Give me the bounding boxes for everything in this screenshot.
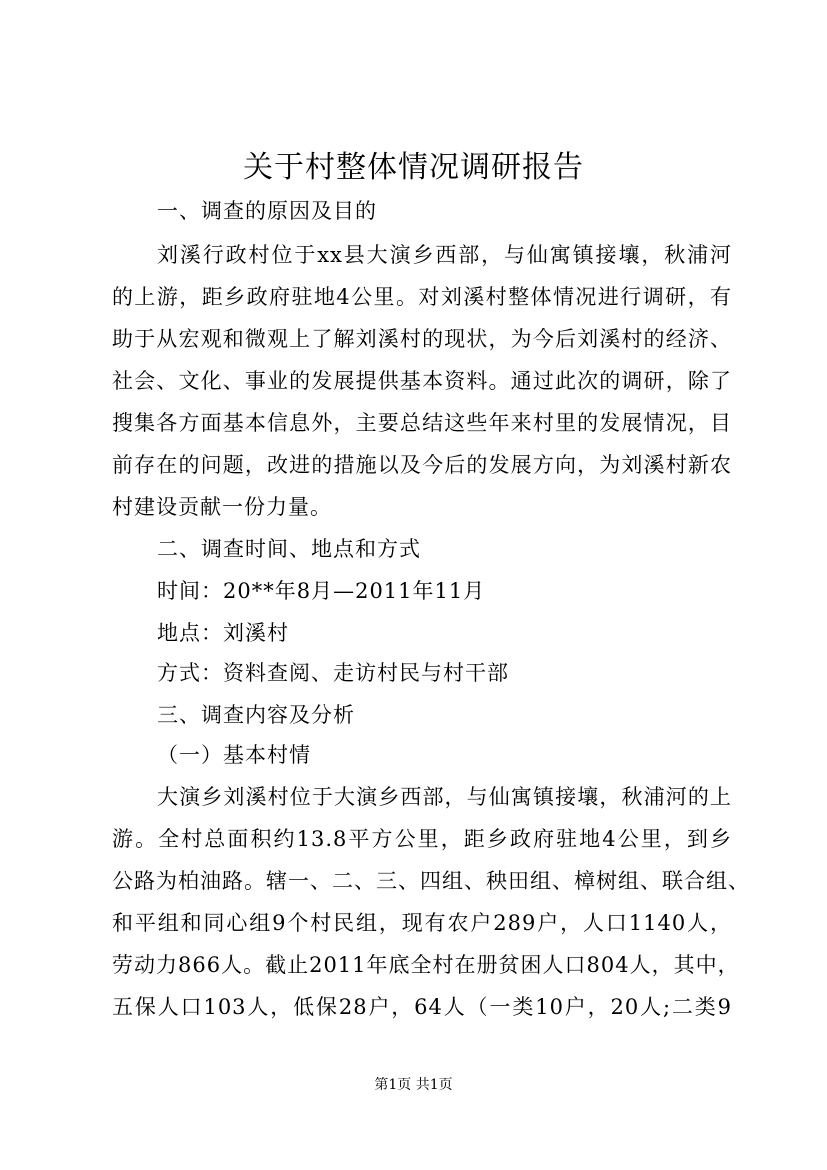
paragraph-line: 和平组和同心组9个村民组，现有农户289户，人口1140人，: [112, 911, 732, 935]
paragraph-line: 村建设贡献一份力量。: [112, 495, 332, 519]
paragraph-line: 助于从宏观和微观上了解刘溪村的现状，为今后刘溪村的经济、: [112, 327, 732, 351]
paragraph-line: 五保人口103人，低保28户，64人（一类10户，20人;二类9: [112, 995, 732, 1019]
paragraph-line: 的上游，距乡政府驻地4公里。对刘溪村整体情况进行调研，有: [112, 285, 732, 309]
subsection-heading: （一）基本村情: [157, 743, 311, 767]
survey-time: 时间：20**年8月—2011年11月: [157, 579, 486, 603]
paragraph-line: 大演乡刘溪村位于大演乡西部，与仙寓镇接壤，秋浦河的上: [157, 785, 732, 809]
page-number-footer: 第1页 共1页: [374, 1077, 453, 1093]
paragraph-line: 刘溪行政村位于xx县大演乡西部，与仙寓镇接壤，秋浦河: [157, 243, 732, 267]
survey-method: 方式：资料查阅、走访村民与村干部: [157, 661, 509, 685]
paragraph-line: 前存在的问题，改进的措施以及今后的发展方向，为刘溪村新农: [112, 453, 732, 477]
paragraph-line: 劳动力866人。截止2011年底全村在册贫困人口804人，其中，: [112, 953, 740, 977]
section-heading-3: 三、调查内容及分析: [157, 703, 355, 727]
document-title: 关于村整体情况调研报告: [243, 150, 584, 185]
section-heading-2: 二、调查时间、地点和方式: [157, 537, 421, 561]
survey-location: 地点：刘溪村: [157, 621, 289, 645]
paragraph-line: 公路为柏油路。辖一、二、三、四组、秧田组、樟树组、联合组、: [112, 869, 750, 893]
paragraph-line: 社会、文化、事业的发展提供基本资料。通过此次的调研，除了: [112, 369, 732, 393]
section-heading-1: 一、调查的原因及目的: [157, 199, 377, 223]
paragraph-line: 游。全村总面积约13.8平方公里，距乡政府驻地4公里，到乡: [112, 827, 732, 851]
paragraph-line: 搜集各方面基本信息外，主要总结这些年来村里的发展情况，目: [112, 411, 732, 435]
